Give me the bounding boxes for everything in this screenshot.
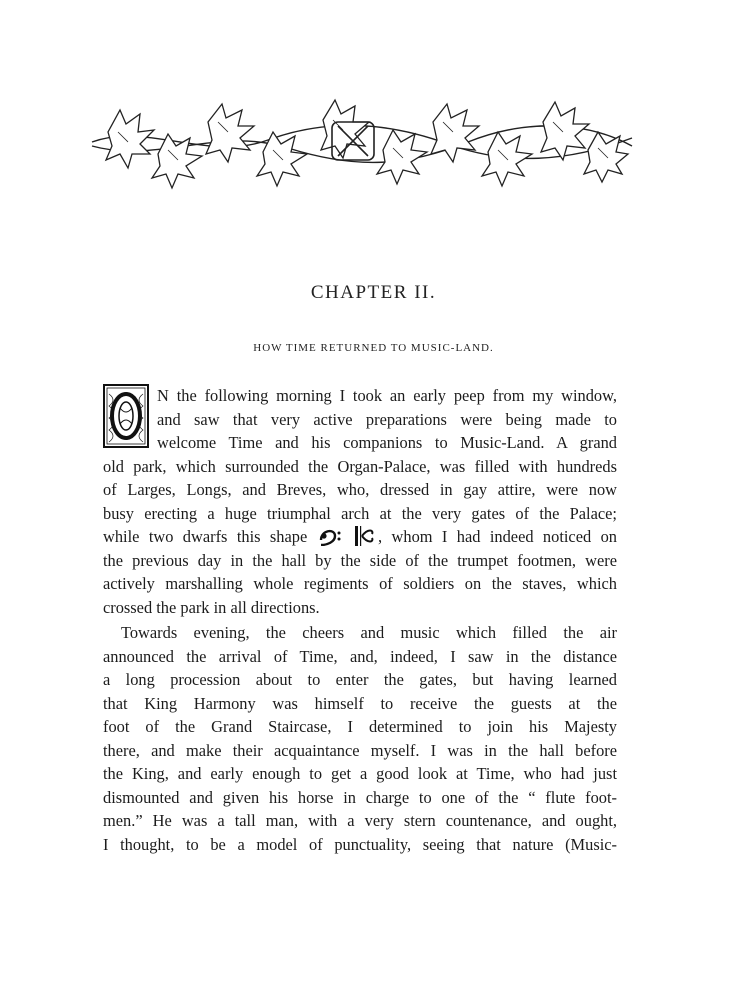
text-line: there, and make their acquaintance myself. I was in the hall before xyxy=(103,740,617,760)
text-line: Towards evening, the cheers and music which filled the air xyxy=(121,623,617,642)
text-line: announced the arrival of Time, and, indeed, I saw in the distance xyxy=(103,646,617,666)
text-line: dismounted and given his horse in charge to one of the “ flute foot- xyxy=(103,787,617,807)
text-line: and saw that very active preparations were being made to xyxy=(157,409,617,429)
text-line: welcome Time and his companions to Music-Land. A grand xyxy=(157,433,617,452)
text-line: the previous day in the hall by the side of the trumpet footmen, were xyxy=(103,550,617,570)
text-line: old park, which surrounded the Organ-Palace, was filled with hundreds xyxy=(103,456,617,476)
chapter-title: CHAPTER II. xyxy=(310,282,437,303)
text-line: busy erecting a huge triumphal arch at the very gates of the Palace; xyxy=(103,503,617,523)
text-line: of Larges, Longs, and Breves, who, dressed in gay attire, were now xyxy=(103,480,617,499)
text-line: foot of the Grand Staircase, I determined to join his Majesty xyxy=(103,717,617,736)
text-line: actively marshalling whole regiments of soldiers on the staves, which xyxy=(103,574,617,593)
text-line: the King, and early enough to get a good look at Time, who had just xyxy=(103,764,617,783)
text-line: I thought, to be a model of punctuality, seeing that nature (Music- xyxy=(103,834,617,854)
text-line-with-symbols xyxy=(103,525,617,549)
text-line: N the following morning I took an early peep from my window, xyxy=(157,386,617,405)
text-line: crossed the park in all directions. xyxy=(103,597,320,617)
text-line: men.” He was a tall man, with a very stern countenance, and ought, xyxy=(103,811,617,830)
chapter-subtitle: HOW TIME RETURNED TO MUSIC-LAND. xyxy=(253,342,494,354)
text-line: a long procession about to enter the gates, but having learned xyxy=(103,670,617,689)
text-line: that King Harmony was himself to receive the guests at the xyxy=(103,693,617,713)
bass-clef-icon xyxy=(317,526,343,546)
body-text xyxy=(103,384,617,856)
text-fragment: , whom I had indeed noticed on xyxy=(378,527,617,546)
text-fragment: while two dwarfs this shape xyxy=(103,527,308,546)
alto-clef-icon xyxy=(352,526,378,546)
leaf-garland-icon xyxy=(88,92,636,192)
